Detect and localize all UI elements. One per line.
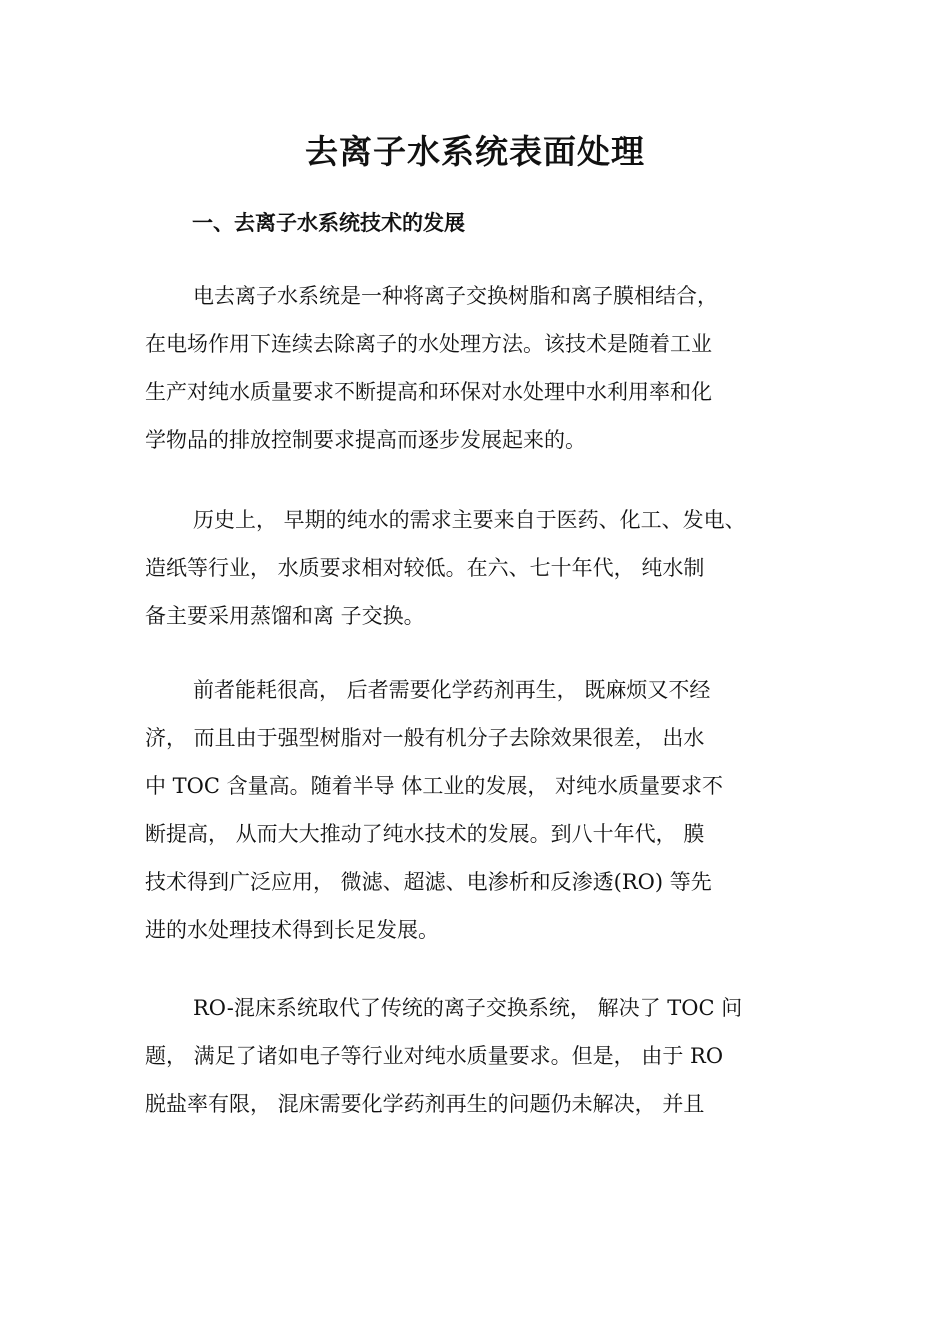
paragraph-2 — [145, 496, 845, 640]
paragraph-line: 在电场作用下连续去除离子的水处理方法。该技术是随着工业 — [145, 332, 712, 356]
section-heading: 一、去离子水系统技术的发展 — [192, 210, 465, 235]
paragraph-line: 学物品的排放控制要求提高而逐步发展起来的。 — [145, 428, 586, 452]
paragraph-line: 济， 而且由于强型树脂对一般有机分子去除效果很差， 出水 — [145, 726, 705, 750]
paragraph-line: 电去离子水系统是一种将离子交换树脂和离子膜相结合， — [193, 284, 718, 308]
paragraph-line: 中 TOC 含量高。随着半导 体工业的发展， 对纯水质量要求不 — [145, 774, 723, 798]
paragraph-line: 技术得到广泛应用， 微滤、超滤、电渗析和反渗透(RO) 等先 — [145, 870, 712, 894]
paragraph-line: 历史上， 早期的纯水的需求主要来自于医药、化工、发电、 — [193, 508, 746, 532]
paragraph-line: 生产对纯水质量要求不断提高和环保对水处理中水利用率和化 — [145, 380, 712, 404]
document-title: 去离子水系统表面处理 — [305, 132, 645, 171]
paragraph-1 — [145, 272, 845, 464]
paragraph-line: 断提高， 从而大大推动了纯水技术的发展。到八十年代， 膜 — [145, 822, 705, 846]
paragraph-line: 前者能耗很高， 后者需要化学药剂再生， 既麻烦又不经 — [193, 678, 711, 702]
paragraph-line: RO-混床系统取代了传统的离子交换系统， 解决了 TOC 问 — [193, 996, 743, 1020]
paragraph-line: 题， 满足了诸如电子等行业对纯水质量要求。但是， 由于 RO — [145, 1044, 724, 1068]
paragraph-line: 备主要采用蒸馏和离 子交换。 — [145, 604, 425, 628]
paragraph-3 — [145, 666, 845, 954]
paragraph-line: 造纸等行业， 水质要求相对较低。在六、七十年代， 纯水制 — [145, 556, 705, 580]
paragraph-line: 脱盐率有限， 混床需要化学药剂再生的问题仍未解决， 并且 — [145, 1092, 705, 1116]
paragraph-4 — [145, 984, 845, 1128]
paragraph-line: 进的水处理技术得到长足发展。 — [145, 918, 439, 942]
